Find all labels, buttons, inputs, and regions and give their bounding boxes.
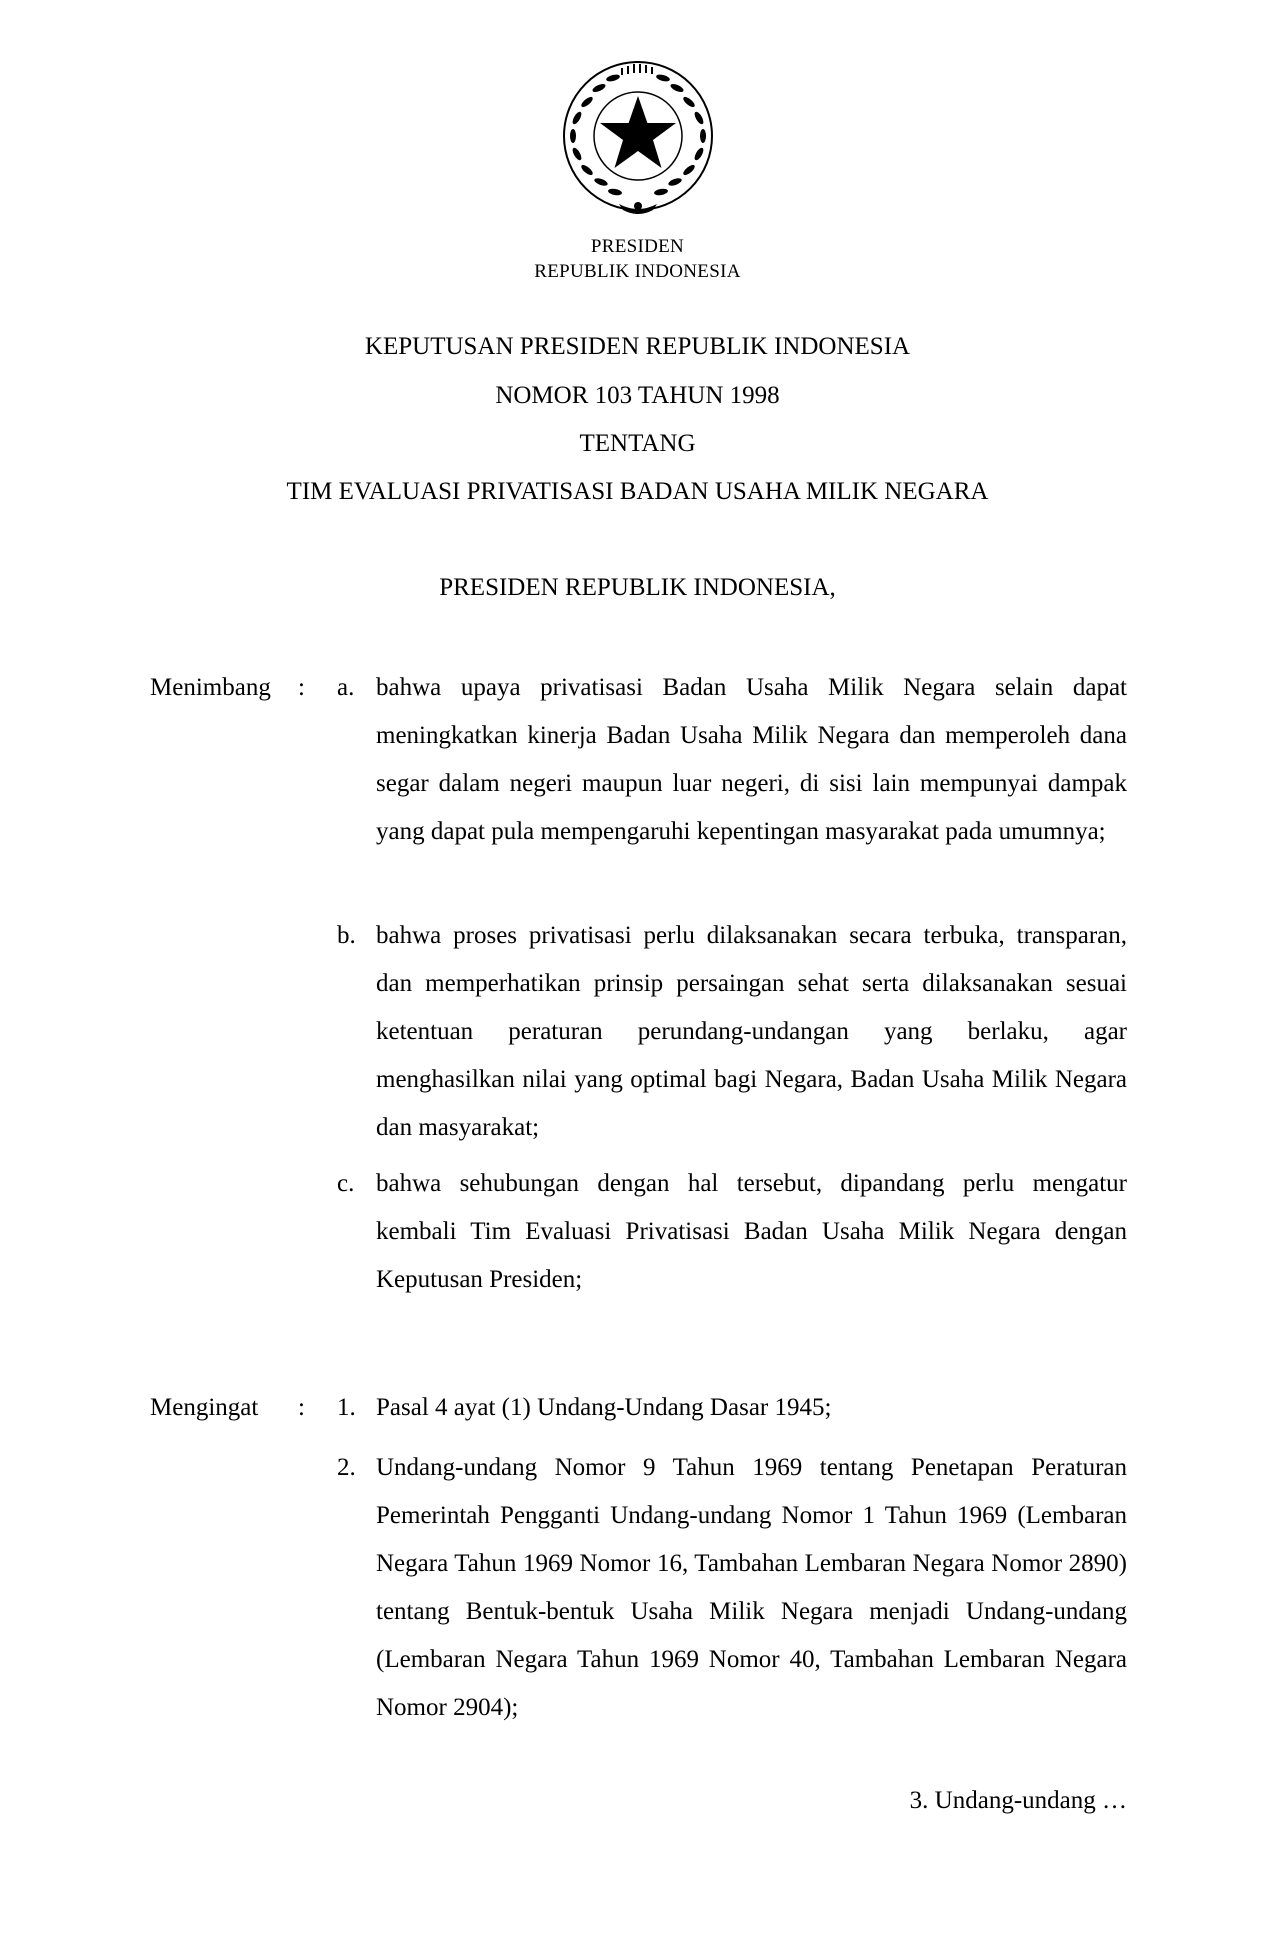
document-title: KEPUTUSAN PRESIDEN REPUBLIK INDONESIA (364, 333, 911, 360)
list-marker: 1. (337, 1394, 356, 1421)
menimbang-item-c (337, 1160, 1127, 1304)
list-marker: a. (337, 674, 355, 701)
page-continuation: 3. Undang-undang … (909, 1787, 1127, 1814)
document-subject: TIM EVALUASI PRIVATISASI BADAN USAHA MILIK NEGARA (286, 478, 989, 505)
list-item-text: Undang-undang Nomor 9 Tahun 1969 tentang Penetapan Peraturan Pemerintah Pengganti Undang-undang Nomor 1 Tahun 1969 (Lembaran Negara Tahun 1969 Nomor 16, Tambahan Lembaran Negara Nomor 2890) tentang Bentuk-bentuk Usaha Milik Negara menjadi Undang-undang (Lembaran Negara Tahun 1969 Nomor 40, Tambahan Lembaran Negara Nomor 2904); (376, 1454, 1127, 1721)
mengingat-colon: : (298, 1394, 305, 1421)
list-item-text: bahwa upaya privatisasi Badan Usaha Milik Negara selain dapat meningkatkan kinerja Badan Usaha Milik Negara dan memperoleh dana segar dalam negeri maupun luar negeri, di sisi lain mempunyai dampak yang dapat pula mempengaruhi kepentingan masyarakat pada umumnya; (376, 674, 1127, 845)
list-item-text: Pasal 4 ayat (1) Undang-Undang Dasar 1945; (376, 1394, 832, 1421)
list-marker: c. (337, 1170, 355, 1197)
menimbang-colon: : (298, 674, 305, 701)
presidential-emblem (557, 58, 719, 218)
list-marker: 2. (337, 1454, 356, 1481)
document-number: NOMOR 103 TAHUN 1998 (495, 382, 780, 409)
mengingat-item-2 (337, 1444, 1127, 1732)
menimbang-label: Menimbang (150, 674, 271, 701)
garuda-star-wreath-icon (557, 58, 719, 218)
issuer-heading: PRESIDEN REPUBLIK INDONESIA, (439, 574, 836, 601)
document-about-label: TENTANG (579, 430, 696, 457)
menimbang-item-b (337, 912, 1127, 1152)
list-marker: b. (337, 922, 356, 949)
list-item-text: bahwa sehubungan dengan hal tersebut, dipandang perlu mengatur kembali Tim Evaluasi Privatisasi Badan Usaha Milik Negara dengan Keputusan Presiden; (376, 1170, 1127, 1293)
list-item-text: bahwa proses privatisasi perlu dilaksanakan secara terbuka, transparan, dan memperhatikan prinsip persaingan sehat serta dilaksanakan sesuai ketentuan peraturan perundang-undangan yang berlaku, agar menghasilkan nilai yang optimal bagi Negara, Badan Usaha Milik Negara dan masyarakat; (376, 922, 1127, 1141)
menimbang-item-a (337, 664, 1127, 856)
header-republic: REPUBLIK INDONESIA (534, 261, 741, 282)
mengingat-label: Mengingat (150, 1394, 259, 1421)
header-president: PRESIDEN (590, 236, 685, 257)
mengingat-item-1 (337, 1384, 1127, 1432)
